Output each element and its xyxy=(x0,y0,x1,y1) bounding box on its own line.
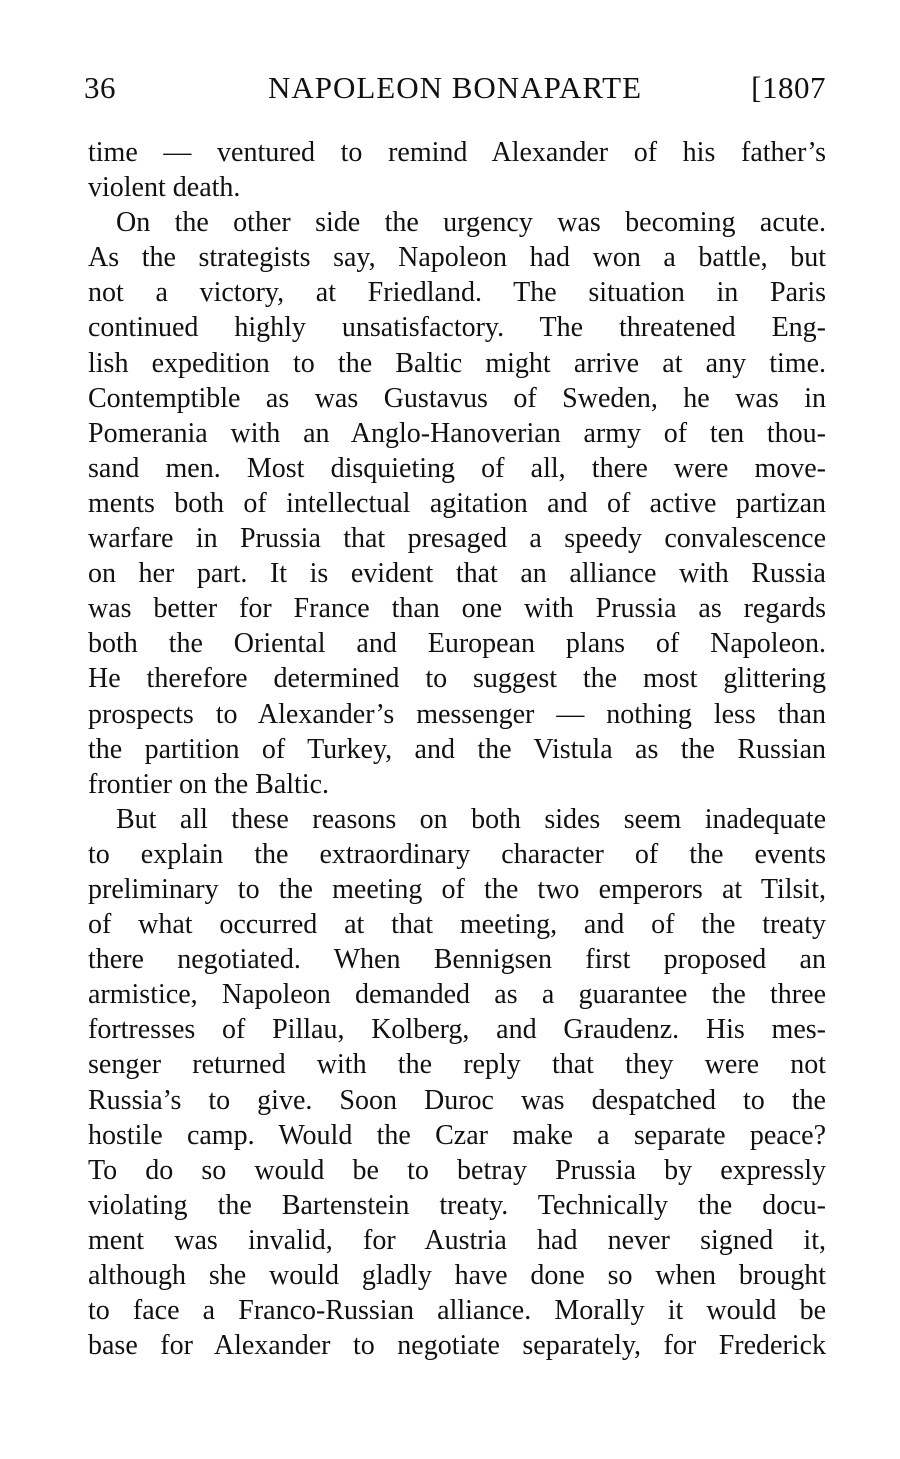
text-line: As the strategists say, Napoleon had won a battle, but xyxy=(88,242,826,274)
text-line: on her part. It is evident that an alliance with Russia xyxy=(88,558,826,590)
text-line: warfare in Prussia that presaged a speedy convalescence xyxy=(88,523,826,555)
text-line: hostile camp. Would the Czar make a separate peace? xyxy=(88,1119,826,1151)
text-line: senger returned with the reply that they were not xyxy=(88,1049,826,1081)
text-line: violent death. xyxy=(88,172,241,204)
paragraph-first-line: But all these reasons on both sides seem inadequate xyxy=(116,803,826,835)
text-line: time — ventured to remind Alexander of his father’s xyxy=(88,137,826,168)
text-line: fortresses of Pillau, Kolberg, and Graudenz. His mes- xyxy=(88,1014,826,1046)
text-line: Contemptible as was Gustavus of Sweden, he was in xyxy=(88,382,826,414)
text-line: violating the Bartenstein treaty. Technically the docu- xyxy=(88,1189,826,1221)
text-line: ments both of intellectual agitation and of active partizan xyxy=(88,487,826,519)
text-line: armistice, Napoleon demanded as a guarantee the three xyxy=(88,979,826,1011)
body-text xyxy=(88,135,826,1363)
text-line: not a victory, at Friedland. The situation in Paris xyxy=(88,277,826,309)
text-line: Russia’s to give. Soon Duroc was despatched to the xyxy=(88,1084,826,1116)
text-line: To do so would be to betray Prussia by expressly xyxy=(88,1154,826,1186)
paragraph-first-line: On the other side the urgency was becoming acute. xyxy=(116,207,826,239)
text-line: although she would gladly have done so when brought xyxy=(88,1260,826,1291)
text-line: to explain the extraordinary character of the events xyxy=(88,838,826,870)
text-line: Pomerania with an Anglo-Hanoverian army of ten thou- xyxy=(88,417,826,449)
text-line: preliminary to the meeting of the two emperors at Tilsit, xyxy=(88,873,826,905)
text-line: ment was invalid, for Austria had never signed it, xyxy=(88,1224,826,1256)
text-line: both the Oriental and European plans of Napoleon. xyxy=(88,628,826,660)
text-line: sand men. Most disquieting of all, there were move- xyxy=(88,452,826,484)
text-line: to face a Franco-Russian alliance. Morally it would be xyxy=(88,1295,826,1327)
text-line: continued highly unsatisfactory. The threatened Eng- xyxy=(88,312,826,344)
text-line: lish expedition to the Baltic might arrive at any time. xyxy=(88,347,826,379)
running-head xyxy=(84,70,826,114)
book-title: NAPOLEON BONAPARTE xyxy=(267,70,643,105)
text-line: prospects to Alexander’s messenger — nothing less than xyxy=(88,698,826,730)
text-line: the partition of Turkey, and the Vistula as the Russian xyxy=(88,733,826,765)
year-mark: [1807 xyxy=(751,70,826,105)
text-line: there negotiated. When Bennigsen first proposed an xyxy=(88,944,826,976)
text-line: frontier on the Baltic. xyxy=(88,768,330,800)
text-line: base for Alexander to negotiate separately, for Frederick xyxy=(88,1330,826,1362)
text-line: of what occurred at that meeting, and of the treaty xyxy=(88,909,826,941)
page-number: 36 xyxy=(84,70,116,105)
text-line: He therefore determined to suggest the most glittering xyxy=(88,663,826,695)
text-line: was better for France than one with Prussia as regards xyxy=(88,593,826,625)
